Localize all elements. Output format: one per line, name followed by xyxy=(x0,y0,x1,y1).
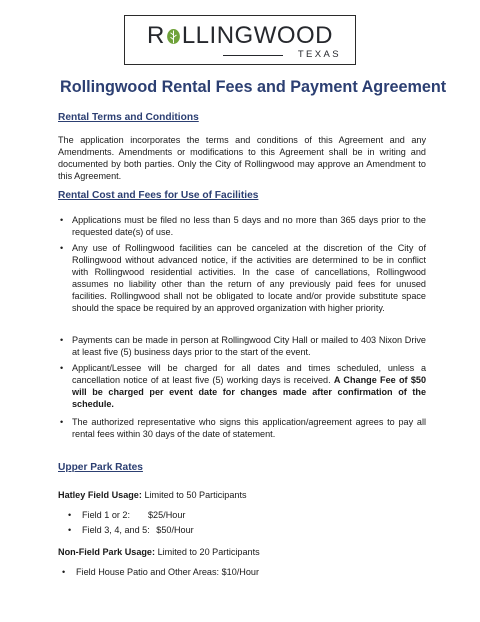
hatley-label: Hatley Field Usage: xyxy=(58,490,142,500)
logo-divider xyxy=(223,55,283,56)
heading-rental-cost: Rental Cost and Fees for Use of Facilities xyxy=(58,190,259,201)
rate-name: Field 1 or 2: xyxy=(82,510,131,520)
hatley-field-usage xyxy=(58,490,247,500)
logo-name-post: LLINGWOOD xyxy=(181,22,334,49)
nonfield-label: Non-Field Park Usage: xyxy=(58,547,156,557)
leaf-icon xyxy=(166,28,181,45)
rate-price-inline: $50/Hour xyxy=(156,525,194,535)
rate-item-field-3-4-5 xyxy=(82,525,194,535)
list-item: • Any use of Rollingwood facilities can be canceled at the discretion of the City of Rollingwood without advanced notice, if the activities are determined to be in conflict with Rollingwood residential activities. In the case of cancellations, Rollingwood assumes no liability other than the return of any previously paid fees for unused facilities. Rollingwood shall not be obligated to locate and/or provide substitute space should the space be required by an approved organization with higher priority. xyxy=(72,242,426,314)
nonfield-limit: Limited to 20 Participants xyxy=(157,547,260,557)
logo-name-pre: R xyxy=(146,22,165,49)
list-item xyxy=(72,362,426,410)
rate-item-field-house: • Field House Patio and Other Areas: $10/Hour xyxy=(76,567,259,577)
logo-wordmark xyxy=(125,22,355,50)
logo-subtitle: TEXAS xyxy=(297,49,341,60)
non-field-park-usage xyxy=(58,547,260,557)
change-fee-notice: A Change Fee of $50 will be charged per event date for changes made after confirmation of the schedule. xyxy=(72,375,427,409)
rate-price: $25/Hour xyxy=(148,510,186,520)
rate-item-field-1-2 xyxy=(82,510,130,520)
heading-upper-park-rates: Upper Park Rates xyxy=(58,462,143,473)
heading-rental-terms: Rental Terms and Conditions xyxy=(58,112,199,123)
list-item: • The authorized representative who signs this application/agreement agrees to pay all rental fees within 30 days of the date of statement. xyxy=(72,416,426,440)
rate-name: Field 3, 4, and 5: xyxy=(82,525,150,535)
list-item: • Payments can be made in person at Rollingwood City Hall or mailed to 403 Nixon Drive at least five (5) business days prior to the start of the event. xyxy=(72,334,426,358)
hatley-limit: Limited to 50 Participants xyxy=(144,490,247,500)
rollingwood-logo xyxy=(124,15,356,65)
page-title: Rollingwood Rental Fees and Payment Agreement xyxy=(60,78,447,96)
list-item: • Applications must be filed no less than 5 days and no more than 365 days prior to the requested date(s) of use. xyxy=(72,214,426,238)
rental-terms-body: The application incorporates the terms and conditions of this Agreement and any Amendments. Amendments or modifications to this Agreement shall be in writing and documented by both parties. Only the City of Rollingwood may approve an Amendment to this Agreement. xyxy=(58,135,426,181)
list-item-text: Applicant/Lessee will be charged for all dates and times scheduled, unless a cancellation notice of at least five (5) working days is received. xyxy=(72,363,426,385)
